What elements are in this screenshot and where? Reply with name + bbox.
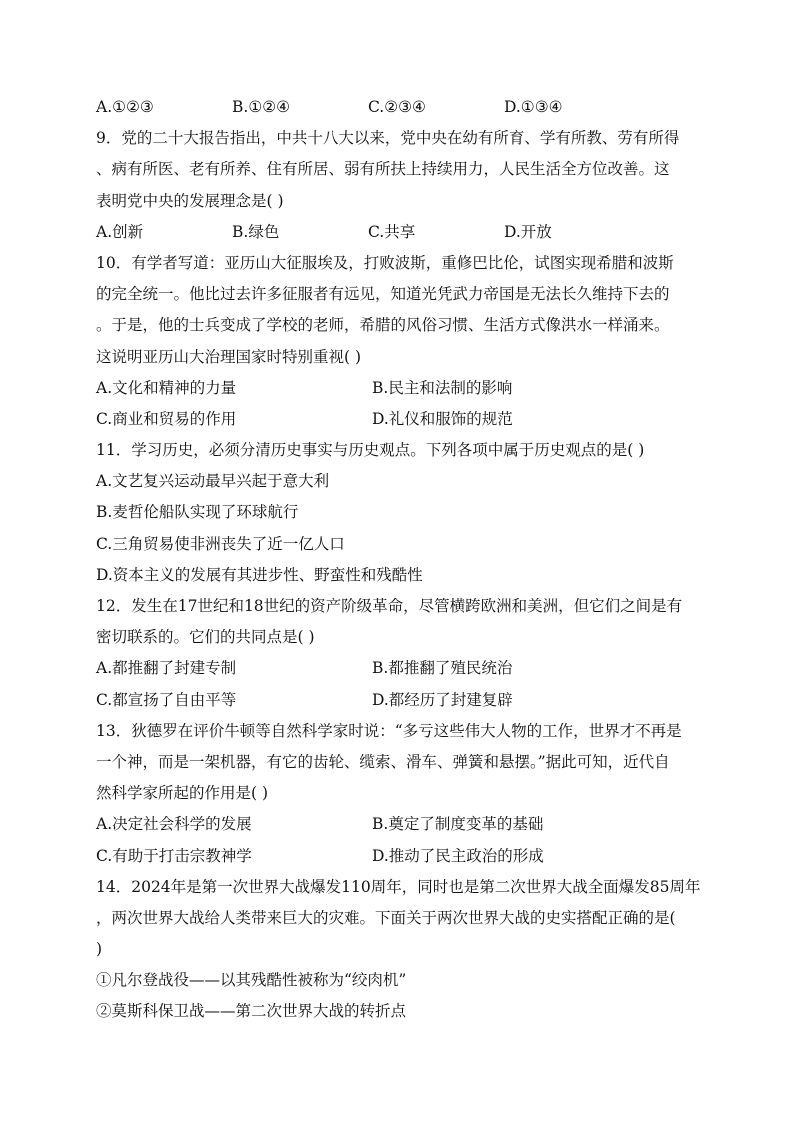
option-b: B.奠定了制度变革的基础 [372, 815, 544, 834]
option-c: C.都宣扬了自由平等 [96, 690, 237, 709]
q8-options [96, 92, 700, 123]
option-b: B.都推翻了殖民统治 [372, 659, 513, 678]
question-9 [96, 123, 700, 248]
q10-options-row-1 [96, 373, 700, 404]
q13-options-row-1 [96, 809, 700, 840]
option-b: B.绿色 [232, 222, 280, 241]
option-a: A.决定社会科学的发展 [96, 815, 252, 834]
option-b: B.①②④ [232, 98, 291, 116]
option-d: D.礼仪和服饰的规范 [372, 409, 513, 428]
question-text: 14．2024年是第一次世界大战爆发110周年，同时也是第二次世界大战全面爆发85周年 [96, 877, 701, 896]
option-c: C.商业和贸易的作用 [96, 409, 237, 428]
option-c: C.有助于打击宗教神学 [96, 846, 252, 865]
question-10 [96, 248, 700, 435]
option-b: B.麦哲伦船队实现了环球航行 [96, 503, 299, 522]
question-12 [96, 591, 700, 716]
option-a: A.文艺复兴运动最早兴起于意大利 [96, 472, 330, 491]
q12-options-row-2 [96, 685, 700, 716]
option-a: A.创新 [96, 222, 144, 241]
exam-page [96, 92, 700, 1028]
question-text: ，两次世界大战给人类带来巨大的灾难。下面关于两次世界大战的史实搭配正确的是( [96, 908, 676, 927]
option-a: A.①②③ [96, 98, 154, 116]
question-text: 的完全统一。他比过去许多征服者有远见，知道光凭武力帝国是无法长久维持下去的 [96, 285, 670, 304]
question-13 [96, 716, 700, 872]
question-text: 12．发生在17世纪和18世纪的资产阶级革命，尽管横跨欧洲和美洲，但它们之间是有 [96, 597, 683, 615]
option-d: D.资本主义的发展有其进步性、野蛮性和残酷性 [96, 565, 423, 584]
question-text: 13．狄德罗在评价牛顿等自然科学家时说：“多亏这些伟大人物的工作，世界才不再是 [96, 721, 682, 740]
question-text: 9．党的二十大报告指出，中共十八大以来，党中央在幼有所育、学有所教、劳有所得 [96, 129, 680, 148]
question-text: 一个神，而是一架机器，有它的齿轮、缆索、滑车、弹簧和悬摆。”据此可知，近代自 [96, 752, 670, 771]
option-a: A.文化和精神的力量 [96, 378, 237, 397]
option-d: D.推动了民主政治的形成 [372, 846, 544, 865]
q12-options-row-1 [96, 653, 700, 684]
question-text: 表明党中央的发展理念是( ) [96, 191, 284, 210]
option-c: C.三角贸易使非洲丧失了近一亿人口 [96, 534, 345, 553]
option-d: D.开放 [504, 222, 552, 241]
question-text: 11．学习历史，必须分清历史事实与历史观点。下列各项中属于历史观点的是( ) [96, 441, 645, 460]
option-c: C.②③④ [368, 98, 426, 116]
question-11 [96, 435, 700, 591]
question-text: 、病有所医、老有所养、住有所居、弱有所扶上持续用力，人民生活全方位改善。这 [96, 160, 670, 179]
option-b: B.民主和法制的影响 [372, 378, 513, 397]
q9-options [96, 217, 700, 248]
q10-options-row-2 [96, 404, 700, 435]
q13-options-row-2 [96, 841, 700, 872]
question-text: ) [96, 940, 103, 959]
question-text: 然科学家所起的作用是( ) [96, 784, 269, 803]
list-item: ①凡尔登战役——以其残酷性被称为“绞肉机” [96, 971, 407, 990]
question-text: 。于是，他的士兵变成了学校的老师，希腊的风俗习惯、生活方式像洪水一样涌来。 [96, 316, 670, 335]
option-a: A.都推翻了封建专制 [96, 659, 237, 678]
option-c: C.共享 [368, 222, 416, 241]
question-text: 密切联系的。它们的共同点是( ) [96, 628, 315, 647]
list-item: ②莫斯科保卫战——第二次世界大战的转折点 [96, 1002, 407, 1021]
question-text: 10．有学者写道：亚历山大征服埃及，打败波斯，重修巴比伦，试图实现希腊和波斯 [96, 253, 674, 272]
question-text: 这说明亚历山大治理国家时特别重视( ) [96, 347, 362, 366]
option-d: D.都经历了封建复辟 [372, 690, 513, 709]
option-d: D.①③④ [504, 98, 563, 116]
question-14 [96, 872, 700, 1028]
